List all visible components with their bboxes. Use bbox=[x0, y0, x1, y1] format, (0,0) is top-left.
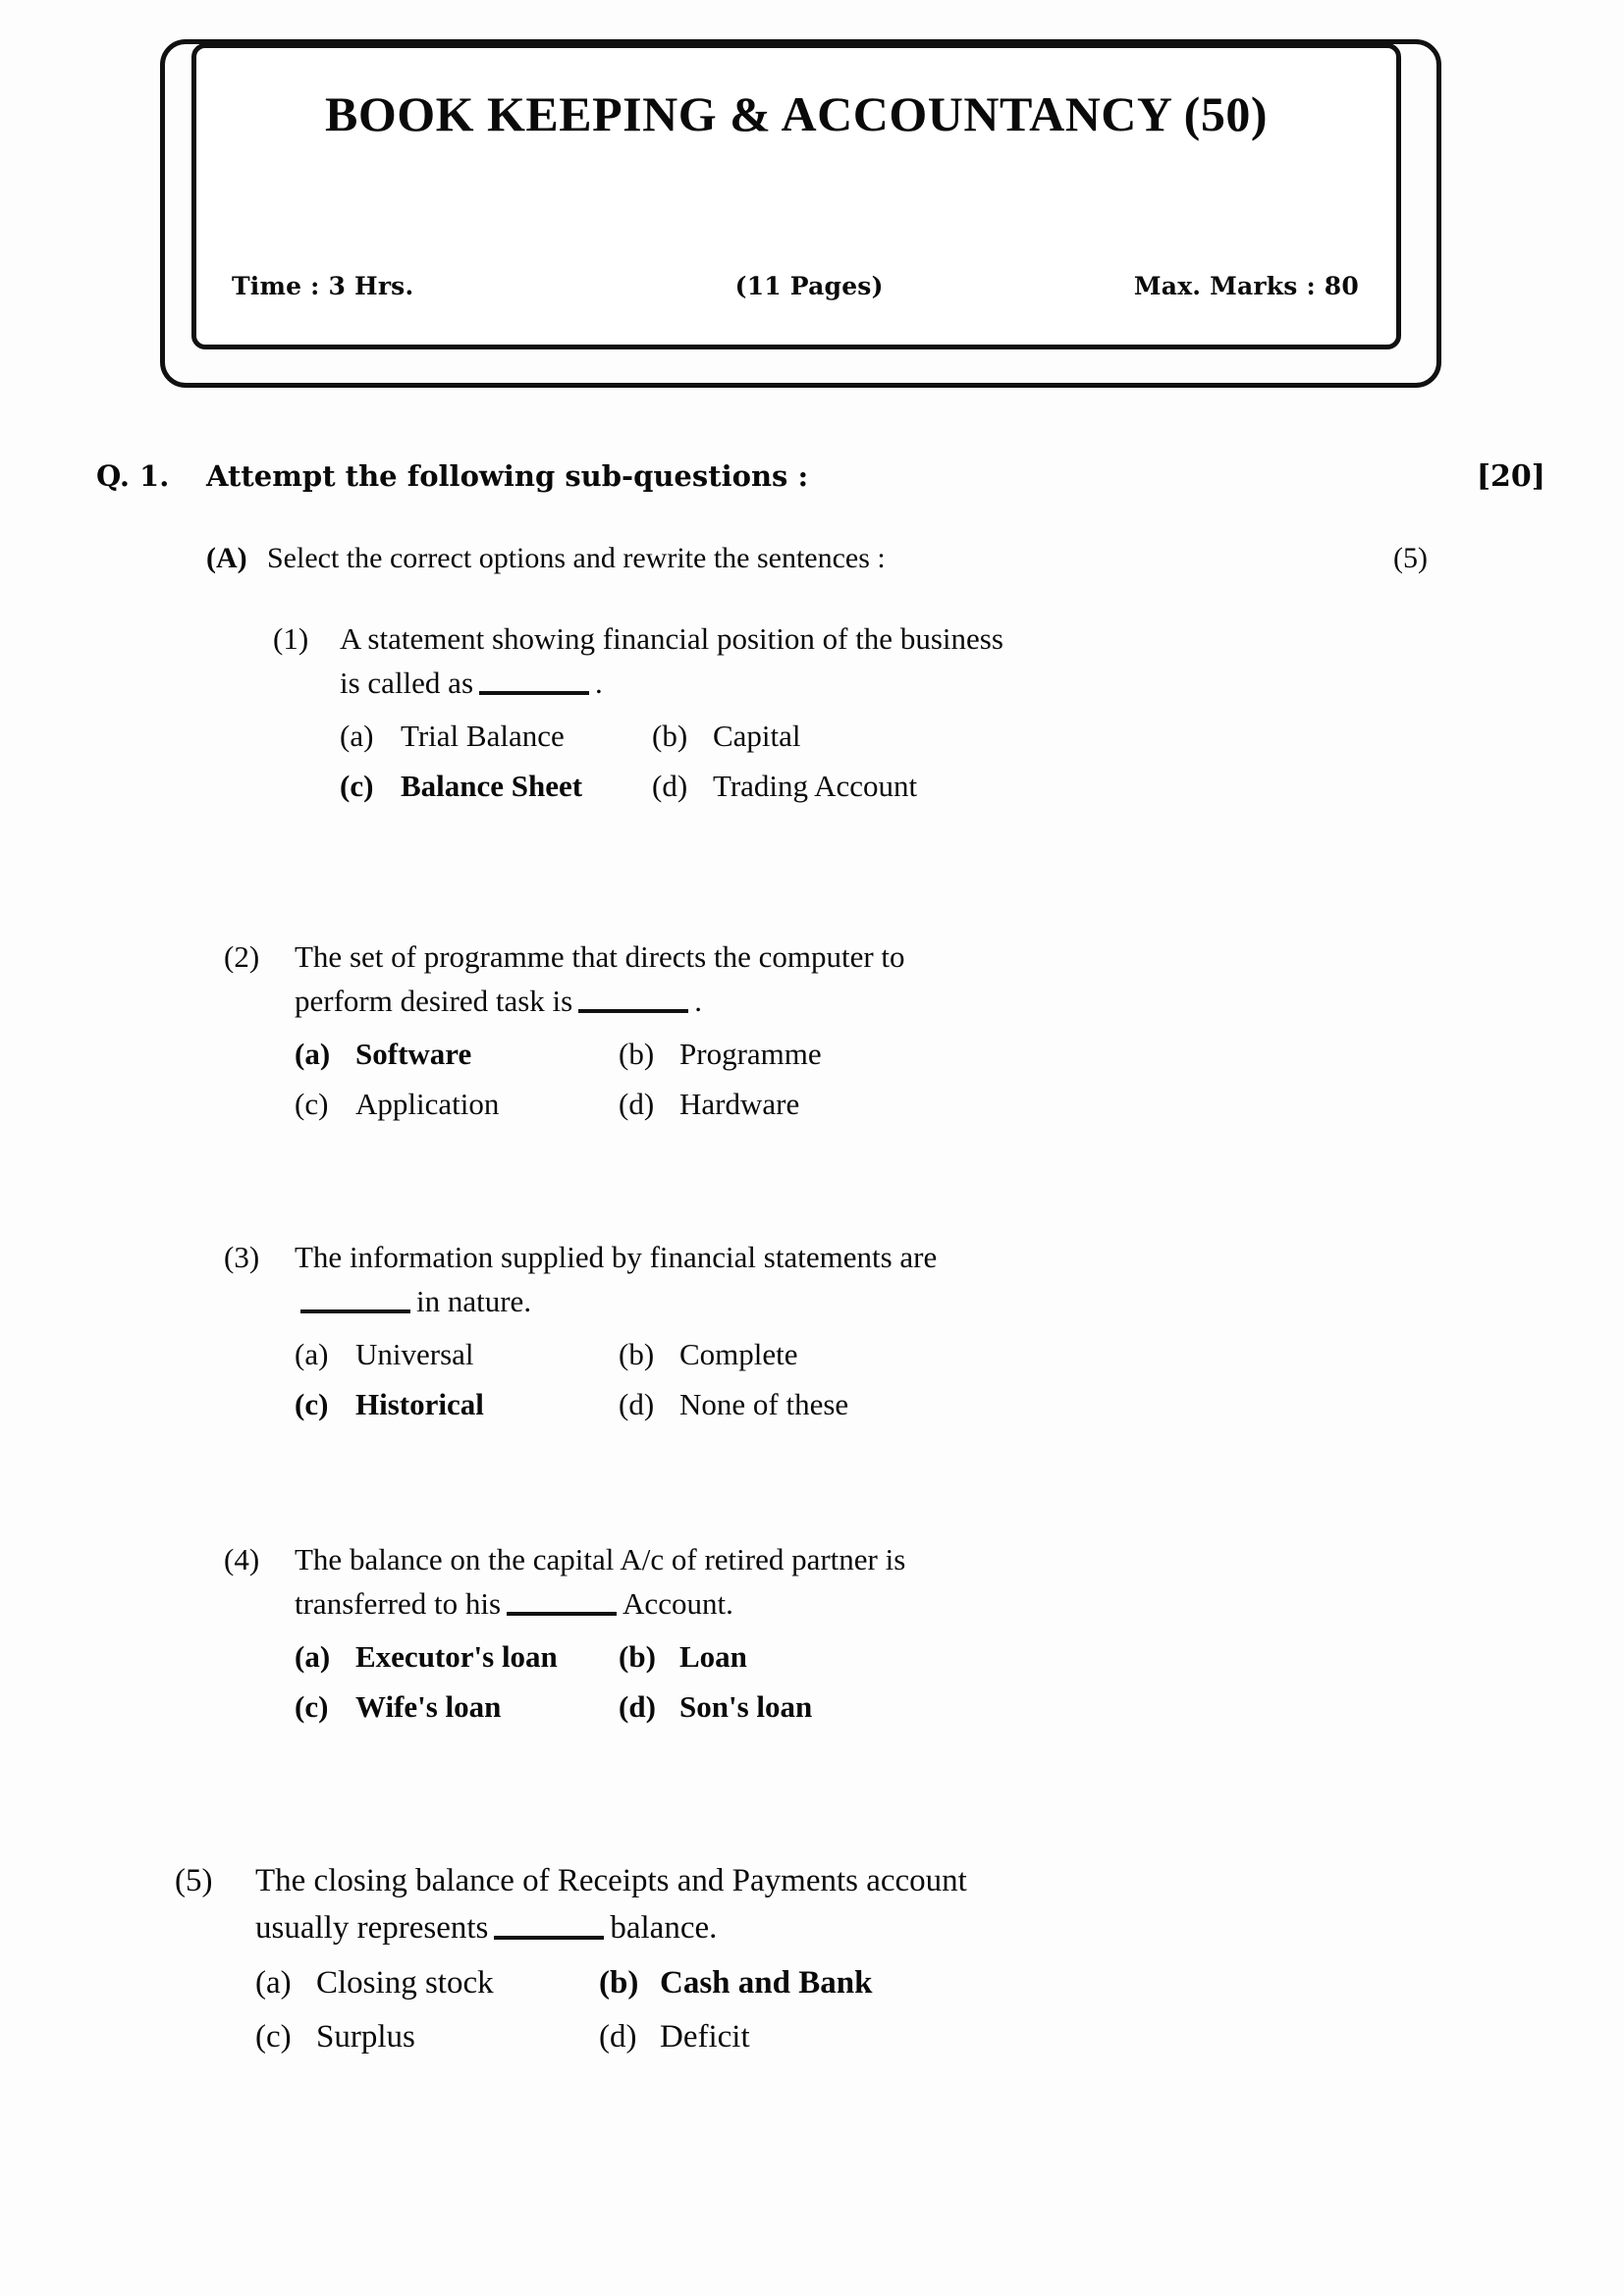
sub-question-5-options bbox=[255, 1959, 1506, 2059]
sub-question-1-body bbox=[340, 616, 1506, 706]
option-a-label: Trial Balance bbox=[401, 718, 565, 753]
option-d-label: Hardware bbox=[679, 1086, 800, 1121]
sub-question-3-number: (3) bbox=[224, 1240, 260, 1274]
sub-question-2-line1: The set of programme that directs the computer to bbox=[295, 939, 905, 974]
question-1-heading bbox=[96, 459, 1545, 494]
sub-question-3-options bbox=[295, 1332, 1506, 1427]
option-a[interactable] bbox=[255, 1959, 599, 2006]
option-d-label: None of these bbox=[679, 1386, 849, 1421]
section-a-marker: (A) bbox=[206, 542, 247, 574]
option-a-label: Closing stock bbox=[316, 1965, 494, 2002]
sub-question-4-body bbox=[295, 1537, 1506, 1627]
option-a-key: (a) bbox=[295, 1638, 331, 1674]
option-c-label: Application bbox=[355, 1086, 500, 1121]
sub-question-2-body bbox=[295, 934, 1506, 1024]
sub-question-2-line2-after: . bbox=[694, 984, 702, 1019]
option-d-key: (d) bbox=[599, 2018, 637, 2055]
option-c[interactable] bbox=[295, 1684, 619, 1729]
option-a-label: Software bbox=[355, 1036, 472, 1071]
section-a-heading bbox=[206, 542, 1428, 575]
option-b-key: (b) bbox=[619, 1638, 656, 1674]
option-a[interactable] bbox=[295, 1634, 619, 1679]
option-b-key: (b) bbox=[599, 1965, 639, 2002]
option-c[interactable] bbox=[255, 2013, 599, 2060]
option-b[interactable] bbox=[619, 1332, 798, 1376]
option-b[interactable] bbox=[619, 1634, 747, 1679]
option-d-label: Deficit bbox=[660, 2018, 750, 2055]
section-a-text: Select the correct options and rewrite the sentences : bbox=[267, 542, 886, 574]
sub-question-2 bbox=[224, 934, 1506, 1132]
sub-question-1-line1: A statement showing financial position of the business bbox=[340, 621, 1003, 656]
sub-question-5-line2-after: balance. bbox=[610, 1910, 718, 1947]
option-d[interactable] bbox=[652, 764, 917, 808]
question-1-text: Attempt the following sub-questions : bbox=[206, 459, 809, 493]
option-c[interactable] bbox=[295, 1082, 619, 1126]
sub-question-3-line1: The information supplied by financial statements are bbox=[295, 1240, 938, 1274]
option-b[interactable] bbox=[652, 714, 801, 758]
sub-question-1-line2-after: . bbox=[595, 666, 603, 701]
section-a-marks: (5) bbox=[1393, 542, 1428, 574]
option-row bbox=[340, 764, 1506, 808]
sub-question-3-body bbox=[295, 1235, 1506, 1324]
option-b-key: (b) bbox=[652, 718, 688, 753]
paper-title: BOOK KEEPING & ACCOUNTANCY (50) bbox=[325, 86, 1268, 141]
sub-question-3 bbox=[224, 1235, 1506, 1432]
option-b-label: Capital bbox=[713, 718, 801, 753]
option-b[interactable] bbox=[599, 1959, 872, 2006]
option-a-label: Executor's loan bbox=[355, 1638, 558, 1674]
option-d[interactable] bbox=[619, 1082, 799, 1126]
option-a-key: (a) bbox=[340, 718, 374, 753]
option-row bbox=[295, 1382, 1506, 1426]
option-b-label: Loan bbox=[679, 1638, 747, 1674]
option-c-label: Historical bbox=[355, 1386, 484, 1421]
sub-question-5-number: (5) bbox=[175, 1863, 213, 1898]
option-d-key: (d) bbox=[652, 768, 688, 803]
option-c[interactable] bbox=[295, 1382, 619, 1426]
option-a-key: (a) bbox=[295, 1336, 329, 1371]
option-b-key: (b) bbox=[619, 1336, 655, 1371]
answer-blank bbox=[507, 1612, 617, 1616]
exam-duration: Time : 3 Hrs. bbox=[232, 272, 414, 300]
header-inner-box bbox=[191, 43, 1401, 349]
option-c-label: Surplus bbox=[316, 2018, 415, 2055]
header-meta-row bbox=[224, 272, 1369, 300]
option-a-label: Universal bbox=[355, 1336, 474, 1371]
option-b-key: (b) bbox=[619, 1036, 655, 1071]
sub-question-5 bbox=[175, 1857, 1506, 2066]
option-b-label: Complete bbox=[679, 1336, 798, 1371]
option-row bbox=[295, 1684, 1506, 1729]
question-1-marker: Q. 1. bbox=[96, 459, 170, 493]
option-c-key: (c) bbox=[255, 2018, 292, 2055]
sub-question-1-options bbox=[340, 714, 1506, 809]
sub-question-4-options bbox=[295, 1634, 1506, 1730]
sub-question-1-number: (1) bbox=[273, 621, 309, 656]
question-1-marks: [20] bbox=[1476, 459, 1545, 494]
answer-blank bbox=[479, 691, 589, 695]
answer-blank bbox=[578, 1009, 688, 1013]
option-row bbox=[295, 1634, 1506, 1679]
option-c-key: (c) bbox=[295, 1688, 329, 1724]
option-b-label: Programme bbox=[679, 1036, 822, 1071]
sub-question-3-stem bbox=[224, 1235, 1506, 1324]
option-a-key: (a) bbox=[295, 1036, 331, 1071]
option-row bbox=[340, 714, 1506, 758]
option-c-key: (c) bbox=[295, 1386, 329, 1421]
option-b-label: Cash and Bank bbox=[660, 1965, 873, 2002]
sub-question-2-number: (2) bbox=[224, 939, 260, 974]
option-row bbox=[295, 1082, 1506, 1126]
answer-blank bbox=[494, 1936, 604, 1940]
option-row bbox=[255, 1959, 1506, 2006]
sub-question-4-line2-after: Account. bbox=[623, 1586, 733, 1622]
sub-question-2-line2-before: perform desired task is bbox=[295, 984, 573, 1019]
option-a[interactable] bbox=[295, 1332, 619, 1376]
option-d-key: (d) bbox=[619, 1086, 655, 1121]
answer-blank bbox=[300, 1309, 410, 1313]
option-c[interactable] bbox=[340, 764, 652, 808]
sub-question-1-line2-before: is called as bbox=[340, 666, 474, 701]
option-a[interactable] bbox=[295, 1032, 619, 1076]
option-row bbox=[295, 1032, 1506, 1076]
option-a-key: (a) bbox=[255, 1965, 292, 2002]
sub-question-4-stem bbox=[224, 1537, 1506, 1627]
option-d-key: (d) bbox=[619, 1386, 655, 1421]
option-b[interactable] bbox=[619, 1032, 822, 1076]
page-count: (11 Pages) bbox=[734, 272, 884, 300]
sub-question-3-line2-after: in nature. bbox=[416, 1284, 532, 1319]
sub-question-1-stem bbox=[273, 616, 1506, 706]
option-row bbox=[295, 1332, 1506, 1376]
sub-question-2-stem bbox=[224, 934, 1506, 1024]
option-d-key: (d) bbox=[619, 1688, 656, 1724]
option-c-key: (c) bbox=[340, 768, 374, 803]
option-d[interactable] bbox=[599, 2013, 750, 2060]
sub-question-5-line1: The closing balance of Receipts and Payments account bbox=[255, 1863, 967, 1898]
sub-question-4 bbox=[224, 1537, 1506, 1735]
option-d-label: Son's loan bbox=[679, 1688, 813, 1724]
sub-question-4-line1: The balance on the capital A/c of retired partner is bbox=[295, 1542, 906, 1576]
max-marks: Max. Marks : 80 bbox=[1133, 272, 1359, 300]
option-c-label: Wife's loan bbox=[355, 1688, 502, 1724]
sub-question-5-body bbox=[255, 1857, 1506, 1951]
sub-question-5-line2-before: usually represents bbox=[255, 1910, 489, 1947]
option-row bbox=[255, 2013, 1506, 2060]
sub-question-1 bbox=[273, 616, 1506, 814]
sub-question-4-number: (4) bbox=[224, 1542, 260, 1576]
option-a[interactable] bbox=[340, 714, 652, 758]
sub-question-5-stem bbox=[175, 1857, 1506, 1951]
option-c-label: Balance Sheet bbox=[401, 768, 583, 803]
option-d-label: Trading Account bbox=[713, 768, 918, 803]
sub-question-4-line2-before: transferred to his bbox=[295, 1586, 502, 1622]
option-d[interactable] bbox=[619, 1382, 848, 1426]
option-c-key: (c) bbox=[295, 1086, 329, 1121]
sub-question-2-options bbox=[295, 1032, 1506, 1127]
option-d[interactable] bbox=[619, 1684, 812, 1729]
